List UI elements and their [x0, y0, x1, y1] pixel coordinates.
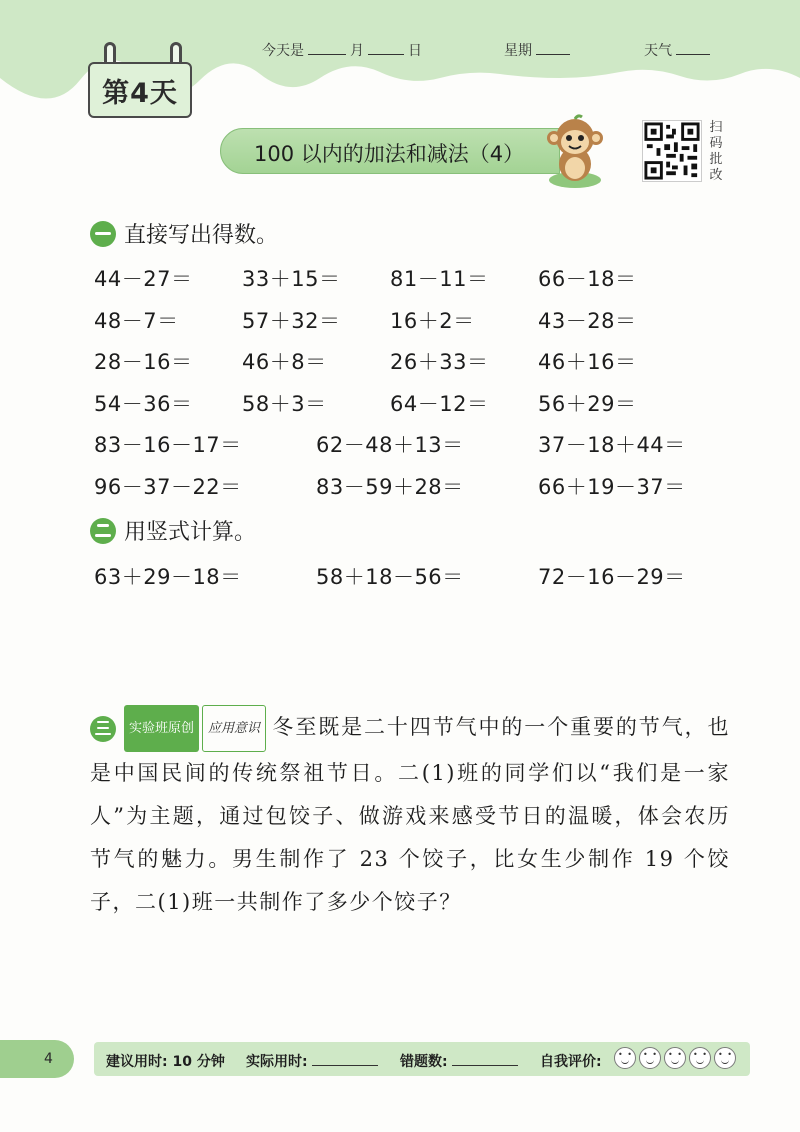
date-field: 今天是 月 日 — [262, 43, 422, 59]
exercise-item: 46＋16＝ — [538, 350, 637, 374]
exercise-item: 57＋32＝ — [242, 309, 341, 333]
exercise-item: 46＋8＝ — [242, 350, 327, 374]
exercise-item: 43－28＝ — [538, 309, 637, 333]
monkey-mascot-icon — [540, 112, 610, 190]
section-2-title: 用竖式计算。 — [90, 515, 256, 546]
exercise-item: 83－59＋28＝ — [316, 475, 464, 499]
actual-time-blank[interactable] — [312, 1054, 378, 1066]
day-label: 第4天 — [102, 77, 178, 109]
exercise-item: 64－12＝ — [390, 392, 489, 416]
exercise-item: 58＋3＝ — [242, 392, 327, 416]
suggested-time: 建议用时: 10 分钟 — [106, 1054, 225, 1070]
exercise-item: 66－18＝ — [538, 267, 637, 291]
word-problem — [90, 705, 730, 924]
problem-text: 冬至既是二十四节气中的一个重要的节气，也是中国民间的传统祭祖节日。二(1)班的同学们以“我们是一家人”为主题，通过包饺子、做游戏来感受节日的温暖，体会农历节气的魅力。男生制作了 23 个饺子，比女生少制作 19 个饺子，二(1)班一共制作了多少个饺子？ — [90, 715, 730, 914]
weather-blank[interactable] — [676, 41, 710, 55]
section-1-title: 直接写出得数。 — [90, 218, 278, 249]
self-eval-label: 自我评价: — [540, 1054, 602, 1070]
exercise-item: 72－16－29＝ — [538, 565, 686, 589]
qr-code-icon[interactable] — [642, 120, 702, 182]
tag-original: 实验班原创 — [124, 705, 199, 752]
errors-blank[interactable] — [452, 1054, 518, 1066]
exercise-item: 83－16－17＝ — [94, 433, 242, 457]
day-badge — [88, 62, 192, 118]
exercise-item: 62－48＋13＝ — [316, 433, 464, 457]
section-number-three-icon — [90, 716, 116, 742]
day-blank[interactable] — [368, 41, 404, 55]
weekday-field: 星期 — [504, 40, 570, 60]
page-tab — [0, 1040, 74, 1078]
section-number-one-icon — [90, 221, 116, 247]
exercise-item: 44－27＝ — [94, 267, 193, 291]
exercise-item: 58＋18－56＝ — [316, 565, 464, 589]
month-blank[interactable] — [308, 41, 346, 55]
exercise-item: 63＋29－18＝ — [94, 565, 242, 589]
page-number: 4 — [44, 1051, 53, 1067]
errors-field: 错题数: — [400, 1051, 518, 1071]
scan-label: 扫 码 批 改 — [709, 120, 723, 183]
exercise-item: 56＋29＝ — [538, 392, 637, 416]
exercise-item: 33＋15＝ — [242, 267, 341, 291]
exercise-item: 54－36＝ — [94, 392, 193, 416]
smiley-face-icon[interactable] — [714, 1047, 736, 1069]
smiley-face-icon[interactable] — [689, 1047, 711, 1069]
exercise-item: 66＋19－37＝ — [538, 475, 686, 499]
weather-field: 天气 — [644, 40, 710, 60]
exercise-item: 16＋2＝ — [390, 309, 475, 333]
actual-time-field: 实际用时: — [246, 1051, 378, 1071]
section-number-two-icon — [90, 518, 116, 544]
exercise-item: 96－37－22＝ — [94, 475, 242, 499]
tag-application: 应用意识 — [202, 705, 266, 752]
exercise-item: 81－11＝ — [390, 267, 489, 291]
page-title: 100 以内的加法和减法（4） — [254, 142, 525, 166]
smiley-face-icon[interactable] — [639, 1047, 661, 1069]
smiley-face-icon[interactable] — [614, 1047, 636, 1069]
exercise-item: 48－7＝ — [94, 309, 179, 333]
exercise-item: 37－18＋44＝ — [538, 433, 686, 457]
exercise-item: 28－16＝ — [94, 350, 193, 374]
smiley-face-icon[interactable] — [664, 1047, 686, 1069]
exercise-item: 26＋33＝ — [390, 350, 489, 374]
weekday-blank[interactable] — [536, 41, 570, 55]
